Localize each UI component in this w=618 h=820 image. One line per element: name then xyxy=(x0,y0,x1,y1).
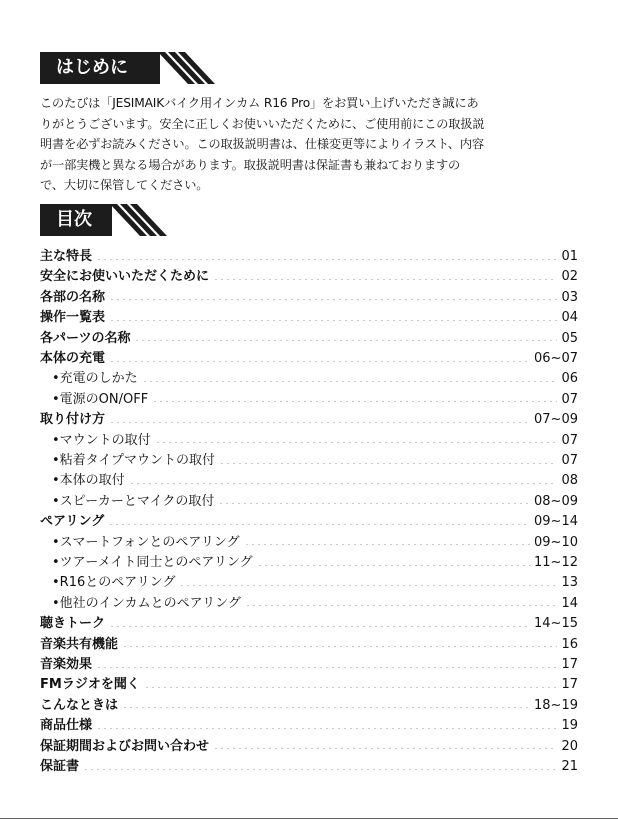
toc-entry-page: 05 xyxy=(561,330,578,346)
toc-dot-leader xyxy=(109,361,530,362)
toc-entry-page: 14 xyxy=(561,595,578,611)
toc-entry-label: •本体の取付 xyxy=(52,473,125,489)
toc-entry-label: •R16とのペアリング xyxy=(52,575,176,591)
toc-entry xyxy=(40,635,578,655)
heading-stripes-icon xyxy=(158,52,218,84)
toc-dot-leader xyxy=(244,544,530,545)
toc-entry-label: •粘着タイプマウントの取付 xyxy=(52,453,216,468)
toc-dot-leader xyxy=(129,483,558,484)
toc-dot-leader xyxy=(134,340,557,341)
toc-dot-leader xyxy=(179,585,557,586)
toc-entry-page: 17 xyxy=(561,677,578,693)
toc-entry-page: 09~14 xyxy=(534,514,578,530)
toc-dot-leader xyxy=(109,320,557,321)
toc-entry-page: 08 xyxy=(561,473,578,489)
toc-entry xyxy=(52,390,578,410)
toc-dot-leader xyxy=(109,299,557,300)
toc-entry-label: 取り付け方 xyxy=(40,412,106,428)
toc-entry xyxy=(52,431,578,451)
toc-entry xyxy=(40,655,578,675)
toc-dot-leader xyxy=(96,667,557,668)
toc-entry-label: 安全にお使いいただくために xyxy=(40,269,210,285)
intro-line: で、大切に保管してください。 xyxy=(40,178,209,192)
toc-dot-leader xyxy=(257,565,530,566)
toc-entry-page: 20 xyxy=(561,738,578,754)
toc-heading-label: 目次 xyxy=(40,204,112,236)
toc-entry-page: 06~07 xyxy=(534,351,578,366)
toc-entry xyxy=(40,737,578,757)
toc-dot-leader xyxy=(109,626,530,627)
toc-dot-leader xyxy=(219,463,557,464)
toc-entry-label: 主な特長 xyxy=(40,249,93,264)
toc-entry xyxy=(40,308,578,328)
toc-entry xyxy=(52,451,578,471)
toc-entry-page: 07~09 xyxy=(534,412,578,428)
intro-line: りがとうございます。安全に正しくお使いいただくために、ご使用前にこの取扱説 xyxy=(40,116,485,131)
toc-entry-page: 04 xyxy=(561,310,578,326)
toc-entry-page: 17 xyxy=(561,657,578,672)
toc-entry-label: •電源のON/OFF xyxy=(52,391,149,407)
toc-entry-page: 21 xyxy=(561,759,578,774)
toc-entry xyxy=(52,533,578,553)
toc-entry-label: •ツアーメイト同士とのペアリング xyxy=(52,555,253,570)
toc-entry-label: •スピーカーとマイクの取付 xyxy=(52,493,215,509)
toc-entry xyxy=(40,267,578,287)
toc-entry-label: 各部の名称 xyxy=(40,289,106,305)
toc-dot-leader xyxy=(83,769,557,770)
intro-line: このたびは「JESIMAIKバイク用インカム R16 Pro」をお買い上げいただき誠にあ xyxy=(40,96,479,110)
toc-entry-label: こんなときは xyxy=(40,697,119,713)
toc-entry-label: 本体の充電 xyxy=(40,351,106,366)
heading-stripes-icon xyxy=(110,204,170,236)
toc-entry-label: •マウントの取付 xyxy=(52,432,151,448)
toc-dot-leader xyxy=(96,728,557,729)
toc-entry xyxy=(52,471,578,491)
toc-entry-label: ペアリング xyxy=(40,514,105,530)
toc-entry-page: 19 xyxy=(561,718,578,734)
toc-entry-label: FMラジオを聞く xyxy=(40,677,140,693)
toc-entry-page: 03 xyxy=(561,289,578,305)
toc-entry xyxy=(52,594,578,614)
toc-dot-leader xyxy=(155,442,558,443)
toc-entry-page: 14~15 xyxy=(534,616,578,632)
toc-entry-page: 09~10 xyxy=(534,534,578,550)
toc-entry-page: 18~19 xyxy=(534,697,578,713)
toc-entry xyxy=(40,512,578,532)
toc-entry xyxy=(52,492,578,512)
toc-entry xyxy=(52,369,578,389)
toc-dot-leader xyxy=(142,381,558,382)
toc-entry xyxy=(40,410,578,430)
toc-entry xyxy=(40,288,578,308)
toc-entry xyxy=(40,614,578,634)
toc-entry-label: 聴きトーク xyxy=(40,616,106,632)
toc-entry-label: •スマートフォンとのペアリング xyxy=(52,534,240,550)
toc-dot-leader xyxy=(109,422,530,423)
toc-dot-leader xyxy=(218,503,530,504)
intro-line: 明書を必ずお読みください。この取扱説明書は、仕様変更等によりイラスト、内容 xyxy=(40,137,484,151)
toc-entry-label: •充電のしかた xyxy=(52,371,138,387)
intro-heading-label: はじめに xyxy=(40,52,160,84)
intro-paragraph xyxy=(40,93,580,196)
toc-entry-page: 06 xyxy=(561,371,578,387)
toc-entry-label: 操作一覧表 xyxy=(40,310,106,326)
toc-entry-page: 02 xyxy=(561,269,578,285)
toc-entry-page: 16 xyxy=(561,636,578,652)
toc-entry-label: 音楽共有機能 xyxy=(40,636,119,652)
toc-dot-leader xyxy=(122,707,530,708)
toc-entry xyxy=(40,675,578,695)
toc-dot-leader xyxy=(245,605,558,606)
toc-entry xyxy=(52,573,578,593)
toc-entry-label: 商品仕様 xyxy=(40,718,93,734)
toc-entry xyxy=(40,247,578,267)
toc-entry-label: 音楽効果 xyxy=(40,657,93,672)
page-bottom-rule xyxy=(0,818,618,819)
toc-dot-leader xyxy=(96,259,557,260)
toc-entry-label: 保証書 xyxy=(40,759,80,774)
toc-entry xyxy=(40,716,578,736)
toc-entry xyxy=(40,329,578,349)
toc-entry xyxy=(40,696,578,716)
toc-entry xyxy=(40,757,578,777)
toc-entry-page: 07 xyxy=(561,391,578,407)
toc-entry-page: 07 xyxy=(561,453,578,468)
toc-entry xyxy=(40,349,578,369)
toc-entry-page: 07 xyxy=(561,432,578,448)
toc-dot-leader xyxy=(122,646,557,647)
toc-dot-leader xyxy=(144,687,558,688)
toc-dot-leader xyxy=(108,524,530,525)
toc-entry-label: 各パーツの名称 xyxy=(40,330,131,346)
toc-entry xyxy=(52,553,578,573)
toc-entry-page: 13 xyxy=(561,575,578,591)
toc-entry-label: 保証期間およびお問い合わせ xyxy=(40,738,210,754)
toc-entry-label: •他社のインカムとのペアリング xyxy=(52,595,241,611)
toc-dot-leader xyxy=(213,279,557,280)
toc-entry-page: 01 xyxy=(561,249,578,264)
toc-dot-leader xyxy=(213,748,557,749)
toc-dot-leader xyxy=(152,401,557,402)
intro-line: が一部実機と異なる場合があります。取扱説明書は保証書も兼ねておりますの xyxy=(40,157,461,172)
toc-entry-page: 08~09 xyxy=(534,493,578,509)
toc-entry-page: 11~12 xyxy=(534,555,578,570)
